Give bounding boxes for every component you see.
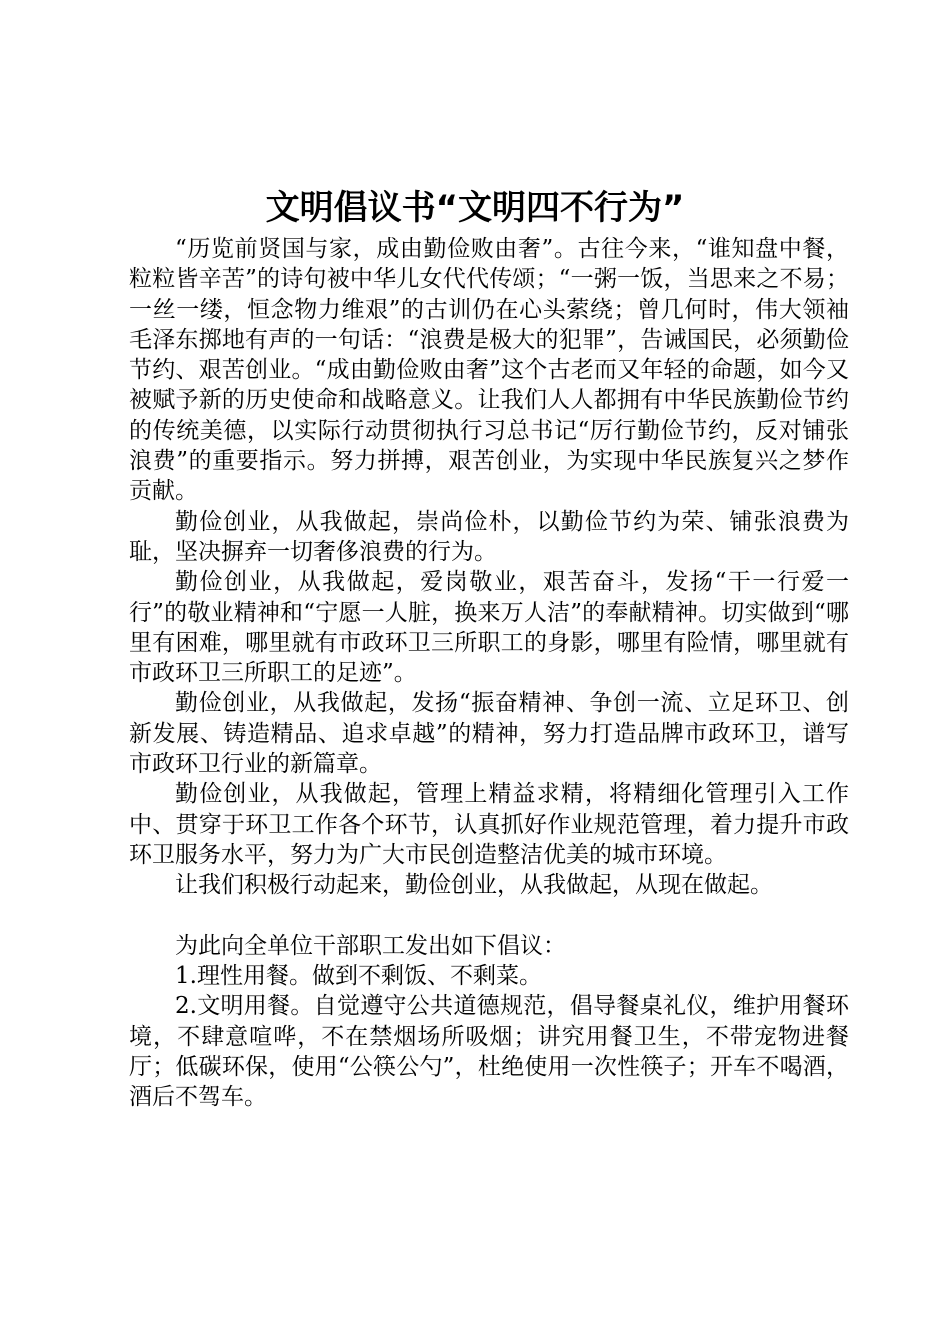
- paragraph-thrift-1: 勤俭创业，从我做起，崇尚俭朴，以勤俭节约为荣、铺张浪费为耻，坚决摒弃一切奢侈浪费的行为。: [129, 508, 849, 565]
- paragraph-thrift-3: 勤俭创业，从我做起，发扬“振奋精神、争创一流、立足环卫、创新发展、铸造精品、追求卓越”的精神，努力打造品牌市政环卫，谱写市政环卫行业的新篇章。: [129, 690, 849, 778]
- paragraph-thrift-2: 勤俭创业，从我做起，爱岗敬业，艰苦奋斗，发扬“干一行爱一行”的敬业精神和“宁愿一人脏，换来万人洁”的奉献精神。切实做到“哪里有困难，哪里就有市政环卫三所职工的身影，哪里有险情，哪里就有市政环卫三所职工的足迹”。: [129, 569, 849, 687]
- paragraph-intro: “历览前贤国与家，成由勤俭败由奢”。古往今来，“谁知盘中餐，粒粒皆辛苦”的诗句被中华儿女代代传颂；“一粥一饭，当思来之不易；一丝一缕，恒念物力维艰”的古训仍在心头萦绕；曾几何时，伟大领袖毛泽东掷地有声的一句话：“浪费是极大的犯罪”，告诫国民，必须勤俭节约、艰苦创业。“成由勤俭败由奢”这个古老而又年轻的命题，如今又被赋予新的历史使命和战略意义。让我们人人都拥有中华民族勤俭节约的传统美德，以实际行动贯彻执行习总书记“厉行勤俭节约，反对铺张浪费”的重要指示。努力拼搏，艰苦创业，为实现中华民族复兴之梦作贡献。: [129, 236, 849, 505]
- paragraph-thrift-4: 勤俭创业，从我做起，管理上精益求精，将精细化管理引入工作中、贯穿于环卫工作各个环节，认真抓好作业规范管理，着力提升市政环卫服务水平，努力为广大市民创造整洁优美的城市环境。: [129, 781, 849, 868]
- document-title: 文明倡议书“文明四不行为”: [265, 188, 685, 228]
- blank-line: [129, 901, 849, 931]
- proposal-intro: 为此向全单位干部职工发出如下倡议：: [175, 932, 566, 959]
- document-body: [129, 234, 849, 1113]
- proposal-item-2: 2.文明用餐。自觉遵守公共道德规范，倡导餐桌礼仪，维护用餐环境，不肆意喧哗，不在禁烟场所吸烟；讲究用餐卫生，不带宠物进餐厅；低碳环保，使用“公筷公勺”，杜绝使用一次性筷子；开车不喝酒，酒后不驾车。: [129, 993, 849, 1111]
- proposal-item-1: 1.理性用餐。做到不剩饭、不剩菜。: [175, 963, 542, 990]
- paragraph-call-to-action: 让我们积极行动起来，勤俭创业，从我做起，从现在做起。: [175, 872, 773, 899]
